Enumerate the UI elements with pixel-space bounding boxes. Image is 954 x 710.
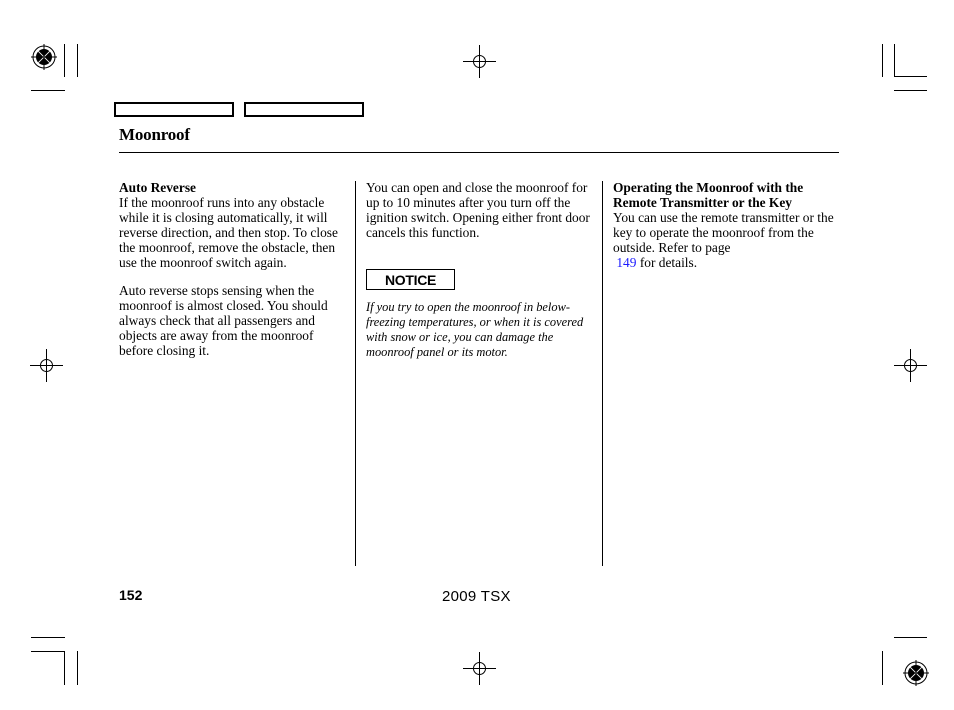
registration-target-icon bbox=[31, 44, 57, 70]
header-tab-box bbox=[114, 102, 234, 117]
remote-operation-heading: Operating the Moonroof with the Remote Transmitter or the Key bbox=[613, 180, 804, 210]
ignition-paragraph: You can open and close the moonroof for up to 10 minutes after you turn off the ignition switch. Opening either front door cancels this function. bbox=[366, 180, 590, 240]
model-label: 2009 TSX bbox=[442, 588, 511, 605]
remote-operation-paragraph bbox=[613, 211, 839, 271]
auto-reverse-paragraph-2: Auto reverse stops sensing when the moonroof is almost closed. You should always check that all passengers and objects are away from the moonroof before closing it. bbox=[119, 283, 328, 359]
crosshair-icon bbox=[894, 349, 927, 382]
crosshair-icon bbox=[463, 652, 496, 685]
auto-reverse-paragraph-1: If the moonroof runs into any obstacle while it is closing automatically, it will reverse direction, and then stop. To close the moonroof, remove the obstacle, then use the moonroof switch again. bbox=[119, 194, 338, 270]
remote-operation-text: You can use the remote transmitter or the key to operate the moonroof from the outside. Refer to page bbox=[613, 209, 834, 255]
crosshair-icon bbox=[30, 349, 63, 382]
registration-target-icon bbox=[903, 660, 929, 686]
column-divider bbox=[602, 181, 603, 566]
notice-text: If you try to open the moonroof in below-freezing temperatures, or when it is covered with snow or ice, you can damage the moonroof panel or its motor. bbox=[366, 300, 584, 359]
page-title: Moonroof bbox=[119, 125, 190, 144]
column-divider bbox=[355, 181, 356, 566]
crosshair-icon bbox=[463, 45, 496, 78]
page-number: 152 bbox=[119, 587, 143, 603]
column-3 bbox=[613, 181, 839, 270]
remote-operation-tail: for details. bbox=[639, 254, 698, 270]
notice-label: NOTICE bbox=[366, 269, 455, 290]
header-tab-box bbox=[244, 102, 364, 117]
title-divider bbox=[119, 152, 839, 153]
column-2 bbox=[366, 181, 592, 241]
column-1 bbox=[119, 181, 349, 359]
page-reference-link[interactable]: 149 bbox=[616, 254, 637, 270]
auto-reverse-heading: Auto Reverse bbox=[119, 180, 196, 195]
